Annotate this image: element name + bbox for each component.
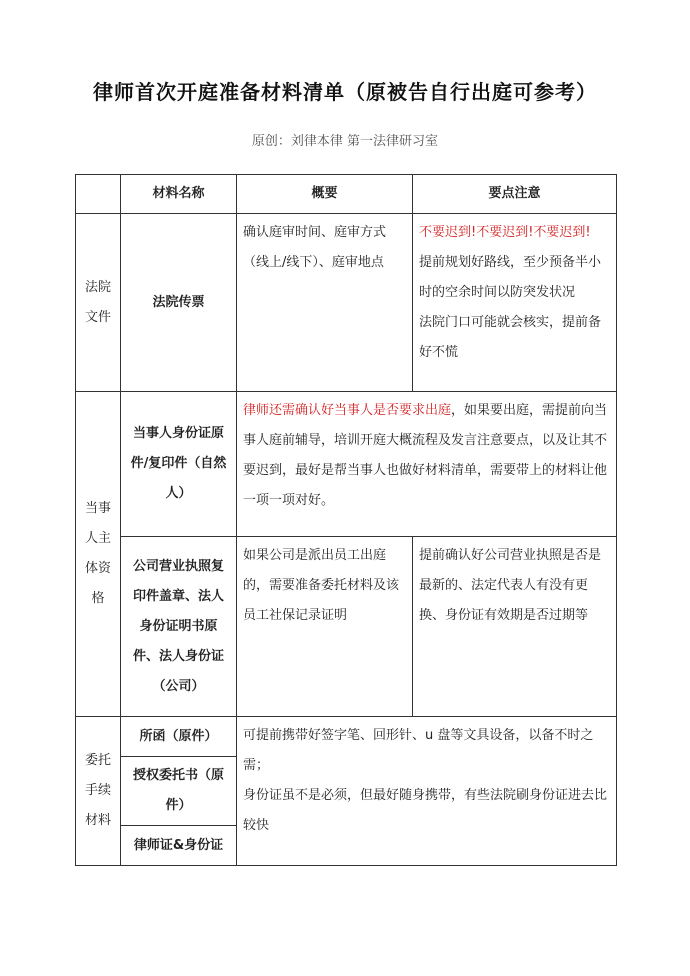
column-header-material: 材料名称 [121, 175, 237, 214]
document-title: 律师首次开庭准备材料清单（原被告自行出庭可参考） [93, 80, 597, 104]
merged-note-warning: 律师还需确认好当事人是否要求出庭 [243, 403, 452, 418]
table-row [76, 392, 617, 537]
category-cell: 法院文件 [76, 214, 121, 392]
notes-text: 提前规划好路线，至少预备半小时的空余时间以防突发状况 [419, 255, 602, 300]
document-subtitle: 原创：刘律本律 第一法律研习室 [251, 134, 439, 149]
summary-cell: 确认庭审时间、庭审方式（线上/线下）、庭审地点 [237, 214, 413, 392]
materials-table [75, 174, 617, 866]
merged-note-cell [237, 392, 617, 537]
merged-note-text-1: 可提前携带好签字笔、回形针、u 盘等文具设备，以备不时之需； [243, 728, 594, 773]
material-name-cell: 法院传票 [121, 214, 237, 392]
column-header-summary: 概要 [237, 175, 413, 214]
column-header-category [76, 175, 121, 214]
merged-note-text-2: 身份证虽不是必须，但最好随身携带，有些法院刷身份证进去比较快 [243, 788, 608, 833]
table-row [76, 537, 617, 717]
material-name-cell: 当事人身份证原件/复印件（自然人） [121, 392, 237, 537]
material-name-cell: 律师证&身份证 [121, 826, 237, 866]
notes-text-2: 法院门口可能就会核实，提前备好不慌 [419, 315, 602, 360]
table-header-row [76, 175, 617, 214]
summary-cell: 如果公司是派出员工出庭的，需要准备委托材料及该员工社保记录证明 [237, 537, 413, 717]
material-name-cell: 授权委托书（原件） [121, 757, 237, 826]
table-row [76, 214, 617, 392]
merged-note-text: ，如果要出庭，需提前向当事人庭前辅导，培训开庭大概流程及发言注意要点，以及让其不要迟到，最好是帮当事人也做好材料清单，需要带上的材料让他一项一项对好。 [243, 403, 608, 508]
category-cell: 当事人主体资格 [76, 392, 121, 717]
material-name-cell: 公司营业执照复印件盖章、法人身份证明书原件、法人身份证（公司） [121, 537, 237, 717]
notes-cell [413, 214, 617, 392]
notes-warning: 不要迟到!不要迟到!不要迟到! [419, 225, 591, 240]
category-cell: 委托手续材料 [76, 717, 121, 866]
column-header-notes: 要点注意 [413, 175, 617, 214]
notes-cell: 提前确认好公司营业执照是否是最新的、法定代表人有没有更换、身份证有效期是否过期等 [413, 537, 617, 717]
material-name-cell: 所函（原件） [121, 717, 237, 757]
merged-note-cell [237, 717, 617, 866]
table-row [76, 717, 617, 757]
